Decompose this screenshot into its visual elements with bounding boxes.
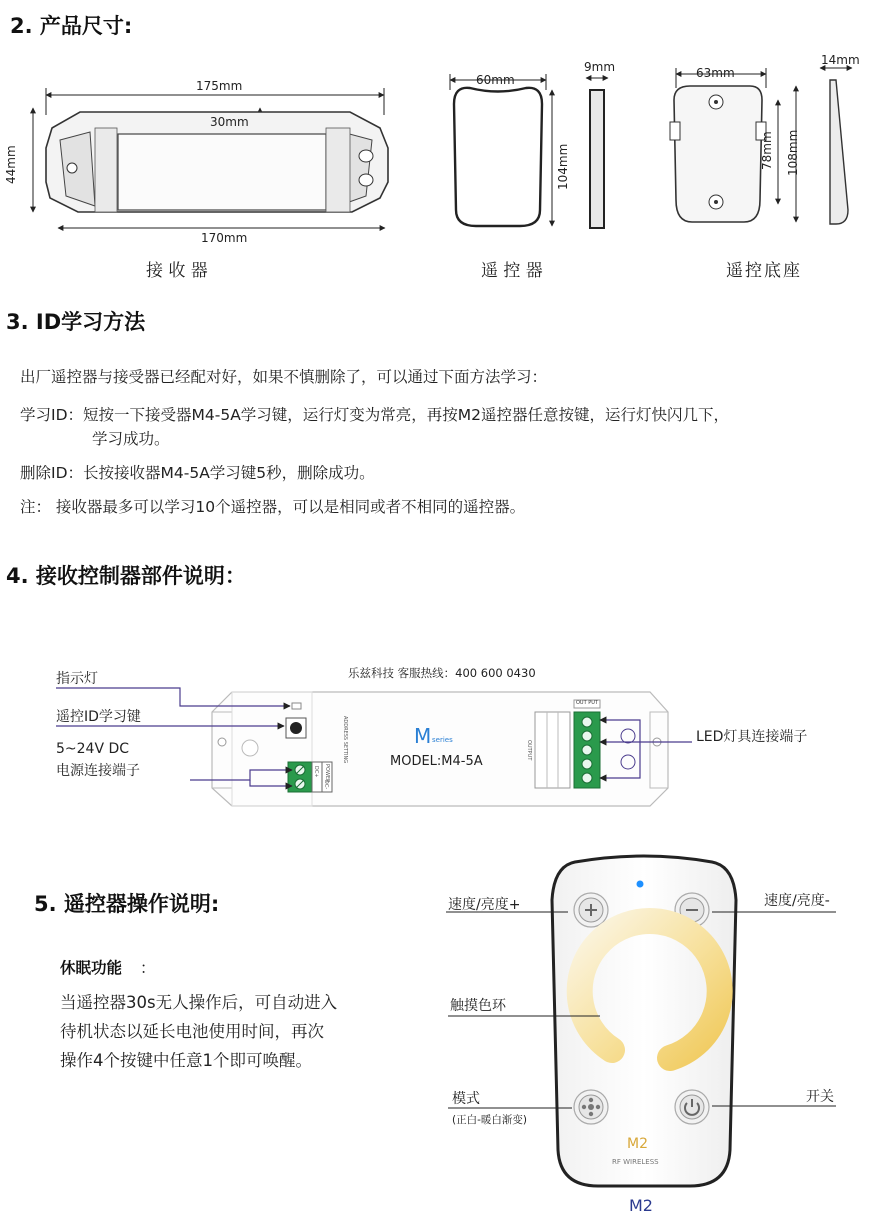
sleep-title: 休眠功能 bbox=[60, 959, 123, 977]
remote-height: 104mm bbox=[556, 143, 570, 190]
base-caption: 遥控底座 bbox=[726, 261, 802, 281]
delete-id-text: 删除ID：长按接收器M4-5A学习键5秒，删除成功。 bbox=[20, 464, 375, 482]
power-voltage-label: 5~24V DC bbox=[56, 741, 130, 757]
id-key-label: 遥控ID学习键 bbox=[56, 709, 141, 725]
receiver-caption: 接 收 器 bbox=[146, 261, 208, 281]
remote-width: 60mm bbox=[476, 73, 515, 87]
base-thickness: 14mm bbox=[821, 53, 860, 67]
sleep-line2: 待机状态以延长电池使用时间，再次 bbox=[60, 1022, 324, 1041]
base-width: 63mm bbox=[696, 66, 735, 80]
device-dc-plus: DC+ bbox=[313, 766, 319, 778]
section-title-id-learning: 3. ID学习方法 bbox=[6, 310, 146, 334]
indicator-label: 指示灯 bbox=[56, 671, 98, 687]
device-power-label: POWER bbox=[324, 764, 330, 783]
base-height: 108mm bbox=[786, 129, 800, 176]
power-button-label: 开关 bbox=[806, 1089, 834, 1105]
device-logo: M bbox=[414, 724, 432, 748]
remote-dimension-drawing bbox=[450, 74, 608, 228]
remote-caption: 遥 控 器 bbox=[481, 261, 543, 281]
sleep-line3: 操作4个按键中任意1个即可唤醒。 bbox=[60, 1051, 312, 1070]
receiver-width-bottom: 170mm bbox=[201, 231, 248, 245]
section-title-remote-ops: 5. 遥控器操作说明: bbox=[34, 892, 220, 916]
mode-button-sublabel: (正白-暖白渐变) bbox=[452, 1114, 527, 1126]
base-hole-span: 78mm bbox=[760, 131, 774, 170]
remote-thickness: 9mm bbox=[584, 60, 616, 74]
device-model: MODEL:M4-5A bbox=[390, 754, 483, 769]
led-terminal-label: LED灯具连接端子 bbox=[696, 729, 808, 745]
receiver-inner-width: 30mm bbox=[210, 115, 249, 129]
receiver-width-top: 175mm bbox=[196, 79, 243, 93]
remote-sub-logo: RF WIRELESS bbox=[612, 1158, 659, 1166]
note-text: 注： 接收器最多可以学习10个遥控器，可以是相同或者不相同的遥控器。 bbox=[20, 498, 526, 516]
sleep-colon: ： bbox=[140, 959, 156, 977]
device-dc-minus: DC- bbox=[323, 780, 329, 790]
learn-id-line1: 学习ID：短按一下接受器M4-5A学习键，运行灯变为常亮，再按M2遥控器任意按键，运行灯快闪几下， bbox=[20, 406, 730, 424]
hotline-text: 乐兹科技 客服热线：400 600 0430 bbox=[348, 666, 536, 680]
device-out-tag: OUT PUT bbox=[576, 700, 598, 706]
learn-id-line2: 学习成功。 bbox=[92, 430, 170, 448]
sleep-line1: 当遥控器30s无人操作后，可自动进入 bbox=[60, 993, 338, 1012]
remote-caption-m2: M2 bbox=[629, 1196, 653, 1215]
section-title-parts: 4. 接收控制器部件说明： bbox=[6, 564, 246, 588]
minus-button-label: 速度/亮度- bbox=[764, 893, 830, 909]
section-title-dimensions: 2. 产品尺寸: bbox=[10, 14, 133, 38]
touch-ring-label: 触摸色环 bbox=[450, 998, 506, 1014]
device-output-label: OUTPUT bbox=[526, 740, 532, 761]
receiver-height: 44mm bbox=[4, 145, 18, 184]
receiver-dimension-drawing bbox=[33, 88, 388, 228]
receiver-device-illustration bbox=[212, 692, 668, 806]
remote-logo: M2 bbox=[627, 1136, 648, 1152]
plus-button-label: 速度/亮度+ bbox=[448, 897, 521, 913]
power-terminal-label: 电源连接端子 bbox=[56, 763, 140, 779]
id-intro-text: 出厂遥控器与接受器已经配对好，如果不慎删除了，可以通过下面方法学习： bbox=[20, 368, 548, 386]
mode-button-label: 模式 bbox=[452, 1091, 480, 1107]
device-series: series bbox=[432, 736, 453, 744]
device-address-setting: ADDRESS SETTING bbox=[342, 716, 348, 764]
